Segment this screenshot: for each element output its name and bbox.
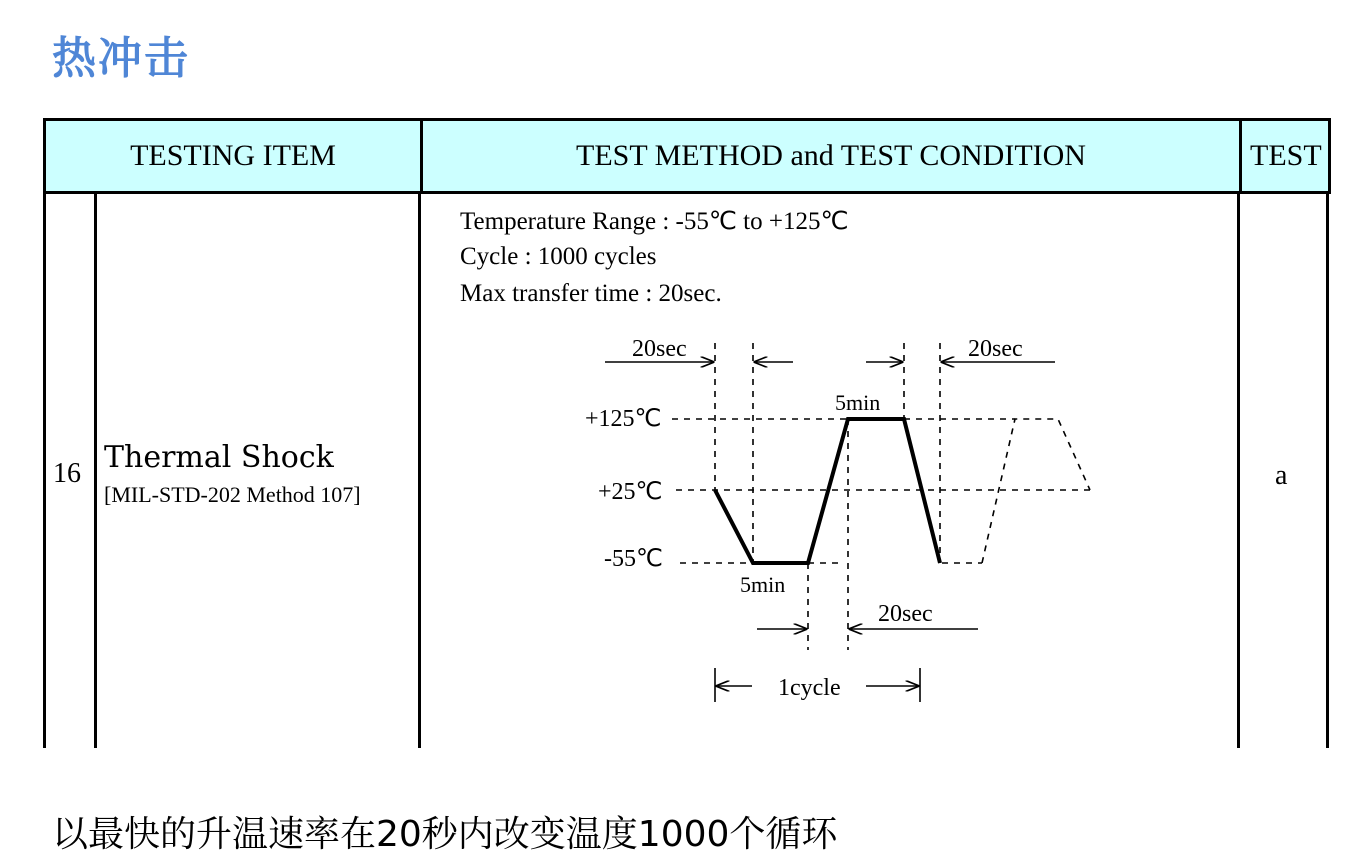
temp-low-label: -55℃ [604, 546, 663, 572]
cycle-continuation [982, 419, 1090, 563]
item-standard: [MIL-STD-202 Method 107] [104, 482, 361, 507]
header-test-method: TEST METHOD and TEST CONDITION [420, 118, 1242, 194]
condition-cycle: Cycle : 1000 cycles [460, 243, 657, 270]
cycle-label: 1cycle [778, 675, 841, 701]
caption-text: 以最快的升温速率在20秒内改变温度1000个循环 [52, 814, 838, 855]
dwell-low-label: 5min [740, 572, 786, 597]
transfer-left-label: 20sec [632, 336, 687, 362]
temp-high-label: +125℃ [585, 406, 662, 432]
header-testing-item: TESTING ITEM [43, 118, 423, 194]
row-number: 16 [53, 458, 81, 489]
item-name: Thermal Shock [104, 440, 334, 475]
cycle-path [715, 419, 940, 563]
transfer-right-label: 20sec [968, 336, 1023, 362]
transfer-bottom-label: 20sec [878, 601, 933, 627]
page-title: 热冲击 [52, 33, 190, 84]
condition-temperature: Temperature Range : -55℃ to +125℃ [460, 208, 849, 235]
result-value: a [1275, 460, 1288, 491]
temp-mid-label: +25℃ [598, 479, 663, 505]
reference-lines [672, 419, 1090, 563]
header-test: TEST [1239, 118, 1331, 194]
condition-transfer-time: Max transfer time : 20sec. [460, 280, 722, 307]
dwell-high-label: 5min [835, 390, 881, 415]
